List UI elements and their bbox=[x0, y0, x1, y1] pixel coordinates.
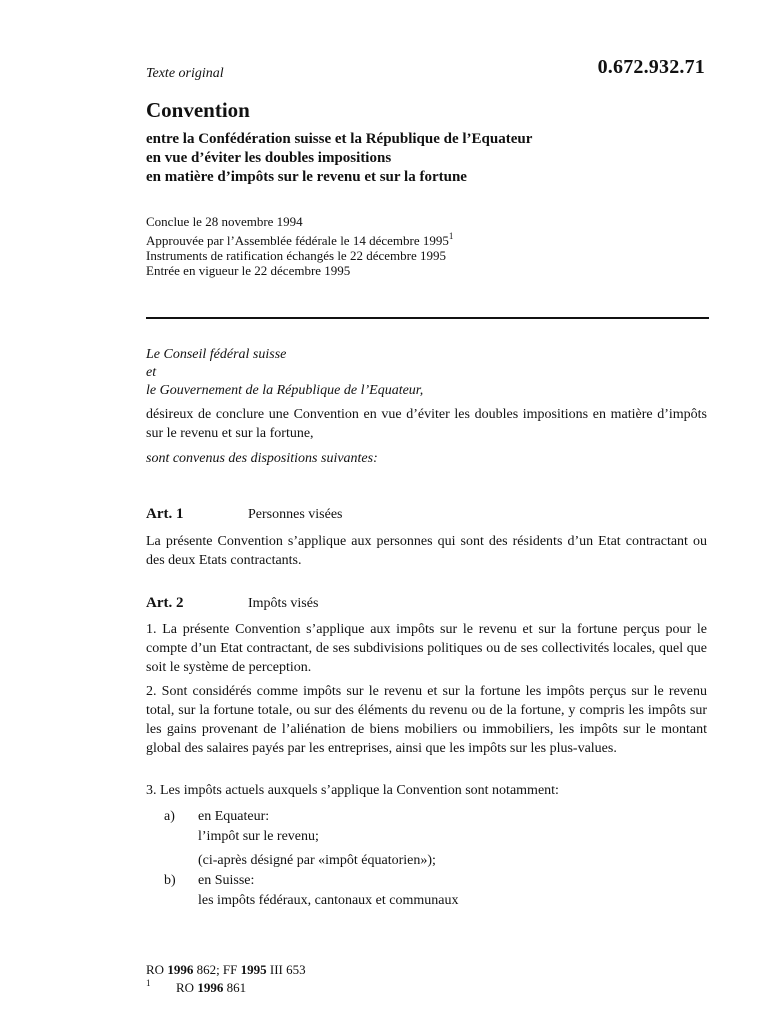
article-1-text: La présente Convention s’applique aux personnes qui sont des résidents d’un Etat contractant ou des deux Etats contractants. bbox=[146, 534, 707, 568]
footnote-year: 1996 bbox=[197, 980, 224, 995]
ref-end: III 653 bbox=[269, 962, 306, 977]
entry-into-force-date: Entrée en vigueur le 22 décembre 1995 bbox=[146, 263, 351, 278]
ref-year: 1995 bbox=[240, 962, 267, 977]
subtitle-line: entre la Confédération suisse et la République de l’Equateur bbox=[146, 131, 533, 147]
list-letter: a) bbox=[164, 809, 175, 824]
list-letter: b) bbox=[164, 873, 176, 888]
article-title: Impôts visés bbox=[248, 596, 319, 611]
party-ecuador: le Gouvernement de la République de l’Equateur, bbox=[146, 383, 424, 398]
preamble-agreed: sont convenus des dispositions suivantes: bbox=[146, 451, 378, 466]
treaty-dates bbox=[146, 214, 453, 278]
original-text-label: Texte original bbox=[146, 66, 224, 81]
footnote-prefix: RO bbox=[176, 980, 195, 995]
approved-date bbox=[146, 229, 453, 248]
document-title: Convention bbox=[146, 98, 250, 122]
party-switzerland: Le Conseil fédéral suisse bbox=[146, 347, 287, 362]
contracting-parties bbox=[146, 346, 423, 400]
document-subtitle bbox=[146, 130, 726, 187]
preamble-desire: désireux de conclure une Convention en vue d’éviter les doubles impositions en matière d’impôts sur le revenu et sur la fortune, bbox=[146, 407, 707, 441]
subtitle-line: en vue d’éviter les doubles impositions bbox=[146, 150, 392, 166]
article-2-paragraph-2: 2. Sont considérés comme impôts sur le revenu et sur la fortune les impôts perçus sur le revenu total, sur la fortune totale, ou sur des éléments du revenu ou de la fortune, y compris les impôts sur les gains provenant de l’aliénation de biens mobiliers ou immobiliers, les impôts sur le montant global des salaires payés par les entreprises, ainsi que les impôts sur les plus-values. bbox=[146, 684, 707, 756]
concluded-date: Conclue le 28 novembre 1994 bbox=[146, 214, 303, 229]
list-line: l’impôt sur le revenu; bbox=[198, 829, 319, 844]
footnote-text bbox=[176, 980, 246, 996]
approved-text: Approuvée par l’Assemblée fédérale le 14 décembre 1995 bbox=[146, 233, 449, 248]
party-conjunction: et bbox=[146, 365, 157, 380]
list-line: (ci-après désigné par «impôt équatorien»); bbox=[198, 853, 436, 868]
footnote-number: 1 bbox=[146, 978, 151, 988]
subtitle-line: en matière d’impôts sur le revenu et sur la fortune bbox=[146, 169, 467, 185]
article-title: Personnes visées bbox=[248, 507, 343, 522]
sr-number: 0.672.932.71 bbox=[597, 56, 705, 78]
list-line: en Suisse: bbox=[198, 873, 255, 888]
article-2-paragraph-3: 3. Les impôts actuels auxquels s’applique la Convention sont notamment: bbox=[146, 783, 559, 798]
article-2-paragraph-1: 1. La présente Convention s’applique aux impôts sur le revenu et sur la fortune perçus pour le compte d’un Etat contractant, de ses subdivisions politiques ou de ses collectivités locales, quel que soit le système de perception. bbox=[146, 622, 707, 675]
list-body bbox=[198, 807, 698, 871]
ref-year: 1996 bbox=[167, 962, 194, 977]
publication-reference bbox=[146, 962, 306, 978]
list-body bbox=[198, 871, 698, 911]
ref-prefix: RO bbox=[146, 962, 165, 977]
list-line: les impôts fédéraux, cantonaux et communaux bbox=[198, 893, 459, 908]
article-number: Art. 2 bbox=[146, 595, 184, 611]
footnote-page: 861 bbox=[226, 980, 247, 995]
horizontal-divider bbox=[146, 317, 709, 319]
article-2-heading bbox=[146, 595, 318, 612]
article-1-heading bbox=[146, 506, 343, 523]
footnote-marker[interactable]: 1 bbox=[448, 231, 454, 241]
list-line: en Equateur: bbox=[198, 809, 270, 824]
ref-mid: 862; FF bbox=[196, 962, 238, 977]
article-number: Art. 1 bbox=[146, 506, 184, 522]
ratification-date: Instruments de ratification échangés le 22 décembre 1995 bbox=[146, 248, 446, 263]
